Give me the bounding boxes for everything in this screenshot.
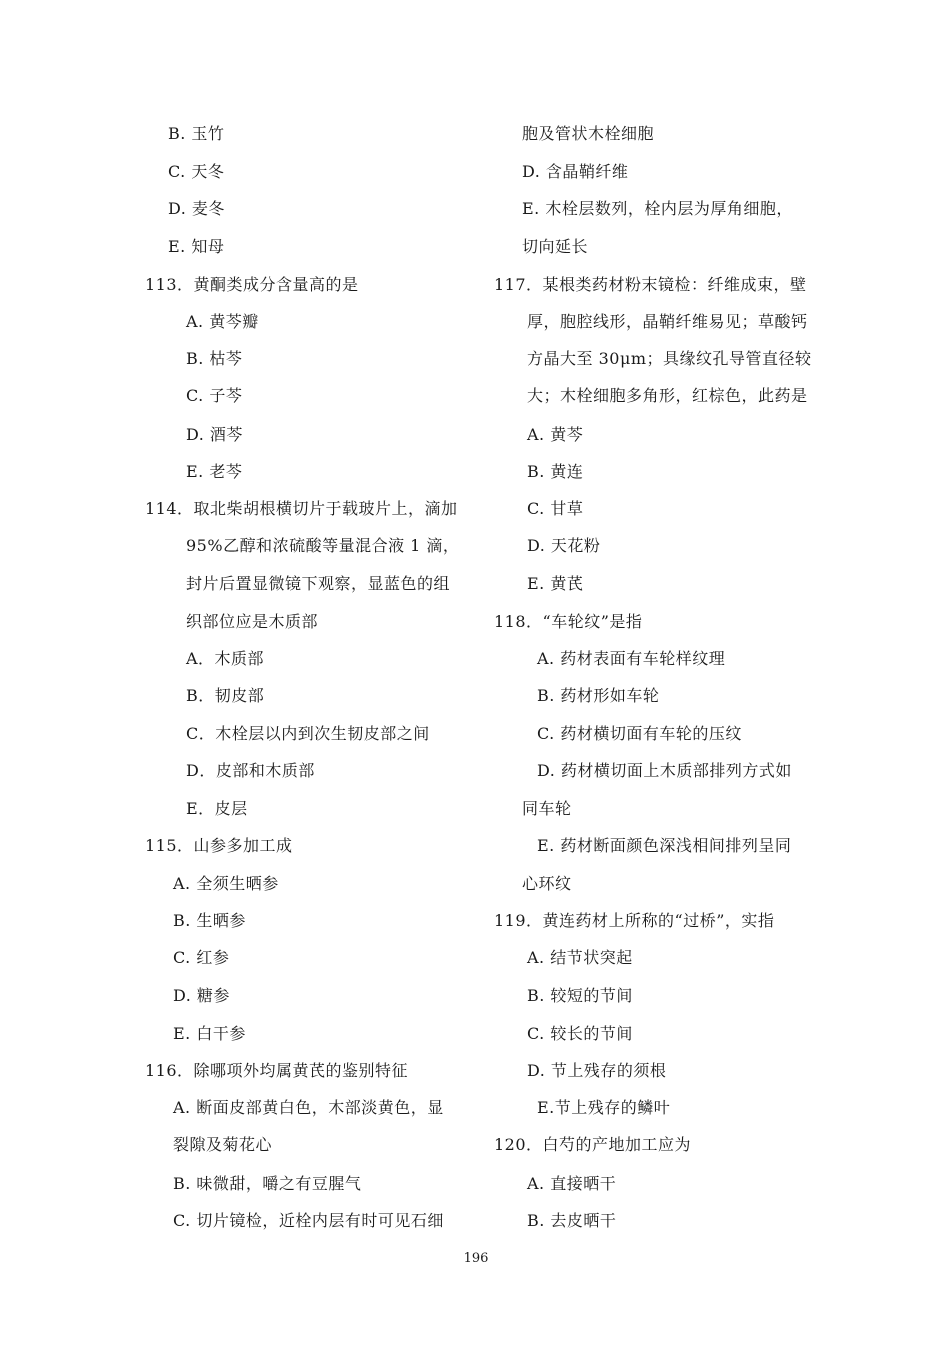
option-line: A. 结节状突起 xyxy=(527,948,633,967)
option-line: B. 较短的节间 xyxy=(527,986,633,1005)
option-line: C. 较长的节间 xyxy=(527,1024,633,1043)
option-line: A. 黄芩瓣 xyxy=(186,312,259,331)
option-line: 同车轮 xyxy=(522,799,572,818)
option-line: A. 直接晒干 xyxy=(527,1174,617,1193)
option-line: C. 切片镜检，近栓内层有时可见石细 xyxy=(173,1211,444,1230)
option-line: E.节上残存的鳞叶 xyxy=(537,1098,671,1117)
question-line: 方晶大至 30μm；具缘纹孔导管直径较 xyxy=(527,349,812,368)
option-line: B. 药材形如车轮 xyxy=(537,686,660,705)
option-line: E. 知母 xyxy=(168,237,225,256)
option-line: E. 药材断面颜色深浅相间排列呈同 xyxy=(537,836,792,855)
option-line: D. 糖参 xyxy=(173,986,230,1005)
option-line: B. 味微甜，嚼之有豆腥气 xyxy=(173,1174,362,1193)
option-line: E．皮层 xyxy=(186,799,248,818)
option-line: A. 全须生晒参 xyxy=(173,874,279,893)
option-line: D. 节上残存的须根 xyxy=(527,1061,667,1080)
option-line: E. 木栓层数列，栓内层为厚角细胞， xyxy=(522,199,793,218)
option-line: C. 药材横切面有车轮的压纹 xyxy=(537,724,742,743)
option-line: C. 甘草 xyxy=(527,499,584,518)
option-line: E. 黄芪 xyxy=(527,574,584,593)
option-line: 心环纹 xyxy=(522,874,572,893)
option-line: A. 黄芩 xyxy=(527,425,584,444)
question-line: 116．除哪项外均属黄芪的鉴别特征 xyxy=(145,1061,409,1080)
question-line: 117．某根类药材粉末镜检：纤维成束，壁 xyxy=(494,275,807,294)
question-line: 95%乙醇和浓硫酸等量混合液 1 滴， xyxy=(186,536,460,555)
option-line: D. 酒芩 xyxy=(186,425,243,444)
option-line: B．韧皮部 xyxy=(186,686,265,705)
option-line: C. 子芩 xyxy=(186,386,243,405)
option-line: C. 红参 xyxy=(173,948,230,967)
question-line: 厚，胞腔线形，晶鞘纤维易见；草酸钙 xyxy=(527,312,808,331)
option-line: D. 含晶鞘纤维 xyxy=(522,162,629,181)
option-line: B. 生晒参 xyxy=(173,911,246,930)
option-line: C．木栓层以内到次生韧皮部之间 xyxy=(186,724,430,743)
option-line: 胞及管状木栓细胞 xyxy=(522,124,655,143)
option-line: E. 白干参 xyxy=(173,1024,246,1043)
question-line: 118．“车轮纹”是指 xyxy=(494,612,643,631)
option-line: B. 去皮晒干 xyxy=(527,1211,617,1230)
option-line: D. 天花粉 xyxy=(527,536,601,555)
question-line: 封片后置显微镜下观察，显蓝色的组 xyxy=(186,574,451,593)
question-line: 119．黄连药材上所称的“过桥”，实指 xyxy=(494,911,775,930)
question-line: 大；木栓细胞多角形，红棕色，此药是 xyxy=(527,386,808,405)
option-line: C. 天冬 xyxy=(168,162,225,181)
question-line: 115．山参多加工成 xyxy=(145,836,293,855)
option-line: E. 老芩 xyxy=(186,462,243,481)
option-line: B. 枯芩 xyxy=(186,349,243,368)
option-line: B. 玉竹 xyxy=(168,124,225,143)
option-line: D. 麦冬 xyxy=(168,199,225,218)
option-line: A．木质部 xyxy=(186,649,265,668)
option-line: A. 断面皮部黄白色，木部淡黄色，显 xyxy=(173,1098,444,1117)
option-line: A. 药材表面有车轮样纹理 xyxy=(537,649,726,668)
page-number: 196 xyxy=(463,1251,489,1266)
question-line: 织部位应是木质部 xyxy=(186,612,319,631)
option-line: 裂隙及菊花心 xyxy=(173,1135,273,1154)
question-line: 120．白芍的产地加工应为 xyxy=(494,1135,692,1154)
option-line: D. 药材横切面上木质部排列方式如 xyxy=(537,761,792,780)
option-line: D．皮部和木质部 xyxy=(186,761,315,780)
question-line: 114．取北柴胡根横切片于载玻片上，滴加 xyxy=(145,499,458,518)
option-line: 切向延长 xyxy=(522,237,589,256)
question-line: 113．黄酮类成分含量高的是 xyxy=(145,275,359,294)
option-line: B. 黄连 xyxy=(527,462,584,481)
